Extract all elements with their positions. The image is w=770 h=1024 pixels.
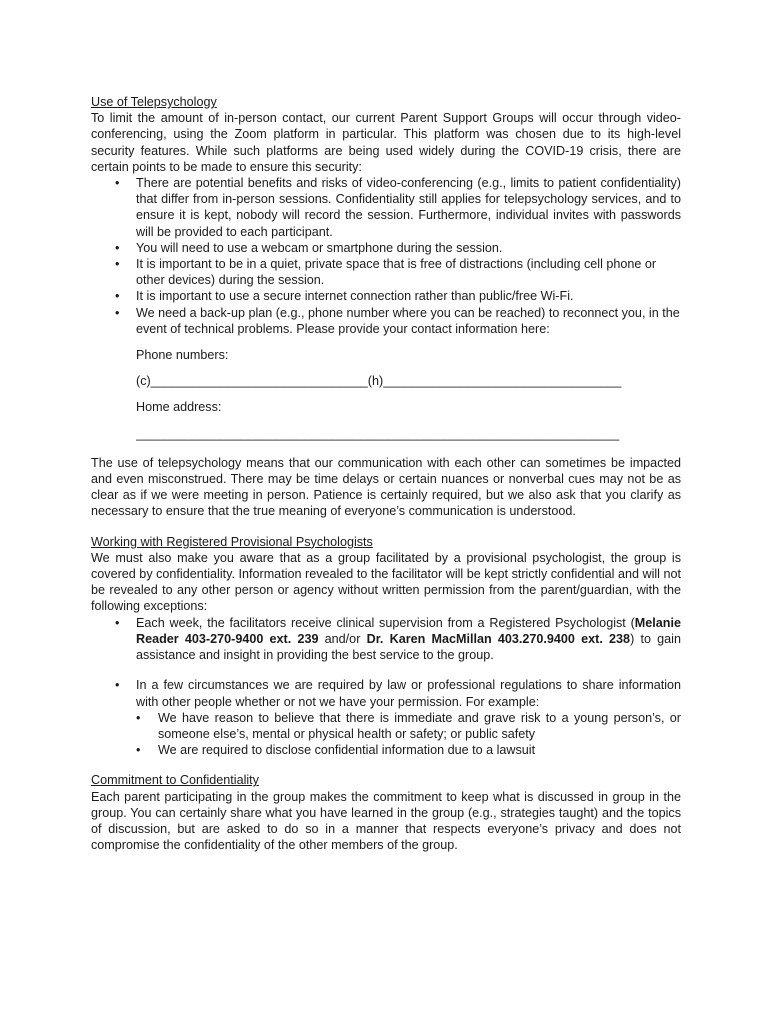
telepsychology-bullet-list	[91, 175, 681, 337]
circumstances-text: • In a few circumstances we are required by law or professional regulations to share information with other people whether or not we have your permission. For example:	[136, 678, 681, 709]
supervision-text-start: Each week, the facilitators receive clinical supervision from a Registered Psychologist (	[136, 615, 635, 630]
supervision-text-middle: and/or	[318, 631, 367, 646]
list-item: • It is important to use a secure internet connection rather than public/free Wi-Fi.	[91, 288, 681, 304]
supervision-list-item	[91, 615, 681, 664]
telepsychology-heading: Use of Telepsychology	[91, 95, 217, 109]
list-item: • It is important to be in a quiet, private space that is free of distractions (including cell phone or other devices) during the session.	[91, 256, 681, 288]
telepsychology-intro: To limit the amount of in-person contact, our current Parent Support Groups will occur through video-conferencing, using the Zoom platform in particular. This platform was chosen due to its high-level security features. While such platforms are being used widely during the COVID-19 crisis, there are certain points to be made to ensure this security:	[91, 111, 681, 174]
commitment-section	[91, 772, 681, 853]
home-address-label: Home address:	[136, 400, 222, 415]
commitment-body: Each parent participating in the group makes the commitment to keep what is discussed in group in the group. You can certainly share what you have learned in the group (e.g., strategies taught) and the topics of discussion, but are asked to do so in a manner that respects everyone’s privacy and does not compromise the confidentiality of the other members of the group.	[91, 789, 681, 853]
supervision-text-end: ) to gain assistance and insight in providing the best service to the group.	[136, 631, 681, 663]
supervisor-contact-2: Dr. Karen MacMillan 403.270.9400 ext. 238	[366, 631, 631, 646]
home-address-field[interactable]: _____________________________________________________________________	[136, 426, 620, 441]
list-item: • We have reason to believe that there is immediate and grave risk to a young person’s, or someone else’s, mental or physical health or safety; or public safety	[136, 710, 681, 742]
supervisor-contact-1: Melanie Reader 403-270-9400 ext. 239	[136, 615, 681, 646]
list-item: • We need a back-up plan (e.g., phone number where you can be reached) to reconnect you, in the event of technical problems. Please provide your contact information here:	[91, 305, 681, 337]
provisional-intro: We must also make you aware that as a group facilitated by a provisional psychologist, the group is covered by confidentiality. Information revealed to the facilitator will be kept strictly confidential and will not be revealed to any other person or agency without written permission from the parent/guardian, with the following exceptions:	[91, 550, 681, 614]
contact-fields	[91, 347, 681, 442]
telepsychology-section	[91, 94, 681, 520]
provisional-section	[91, 534, 681, 759]
phone-numbers-field[interactable]: (c)_______________________________(h)__________________________________	[136, 374, 622, 389]
list-item: • You will need to use a webcam or smartphone during the session.	[91, 240, 681, 256]
provisional-bullet-list	[91, 615, 681, 759]
list-item: • We are required to disclose confidential information due to a lawsuit	[136, 742, 681, 758]
circumstances-list-item	[91, 677, 681, 758]
provisional-heading: Working with Registered Provisional Psychologists	[91, 534, 373, 549]
document-page	[91, 94, 681, 853]
list-item: • There are potential benefits and risks of video-conferencing (e.g., limits to patient confidentiality) that differ from in-person sessions. Confidentiality still applies for telepsychology services, and to ensure it is kept, nobody will record the session. Furthermore, individual invites with passwords will be provided to each participant.	[91, 175, 681, 240]
commitment-heading: Commitment to Confidentiality	[91, 773, 259, 788]
telepsychology-closing: The use of telepsychology means that our communication with each other can sometimes be impacted and even misconstrued. There may be time delays or certain nuances or nonverbal cues may not be as clear as if we were meeting in person. Patience is certainly required, but we also ask that you clarify as necessary to ensure that the true meaning of everyone’s communication is understood.	[91, 455, 681, 519]
phone-numbers-label: Phone numbers:	[136, 348, 229, 363]
exceptions-sub-list	[136, 710, 681, 759]
